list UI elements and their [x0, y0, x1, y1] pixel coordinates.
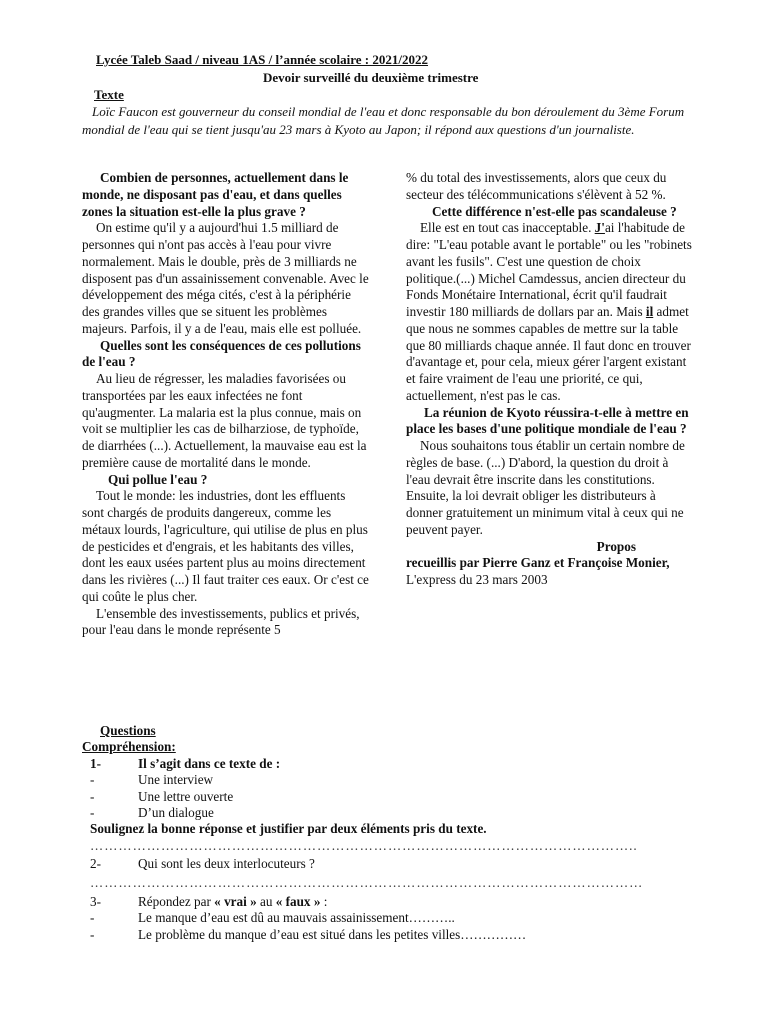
answer-5: Nous souhaitons tous établir un certain nombre de règles de base. (...) D'abord, la question du droit à l'eau devrait être inscrite dans les constitutions. Ensuite, la loi devrait obliger les distributeurs à donner gratuitement un minimum vital à ceux qui ne peuvent payer.	[406, 438, 685, 537]
answer-dots-2: ………………………………………………………………………………………………………	[90, 874, 644, 890]
source-authors: recueillis par Pierre Ganz et Françoise Monier,	[406, 555, 670, 571]
questions-title: Questions	[100, 723, 156, 738]
answer-4-underlined-j: J'	[594, 220, 605, 236]
true-false-item-2: Le problème du manque d’eau est situé dans les petites villes……………	[138, 926, 527, 942]
source-credit	[406, 555, 694, 589]
article-column-left	[82, 170, 369, 639]
answer-4	[406, 220, 694, 404]
question-5: La réunion de Kyoto réussira-t-elle à mettre en place les bases d'une politique mondiale de l'eau ?	[406, 404, 689, 437]
intro-text: Loïc Faucon est gouverneur du conseil mondial de l'eau et donc responsable du bon déroulement du 3ème Forum mondial de l'eau qui se tient jusqu'au 23 mars à Kyoto au Japon; il répond aux questions d'un journaliste.	[82, 104, 685, 137]
question-3-mid: au	[256, 893, 276, 909]
question-1: Combien de personnes, actuellement dans le monde, ne disposant pas d'eau, et dans quelles zones la situation est-elle la plus grave ?	[82, 170, 349, 219]
source-propos: Propos	[596, 538, 636, 554]
answer-4-start: Elle est en tout cas inacceptable.	[420, 220, 592, 236]
answer-3-continued: L'ensemble des investissements, publics et privés, pour l'eau dans le monde représente 5	[82, 605, 360, 638]
school-header	[96, 52, 428, 68]
question-1-number: 1-	[90, 755, 101, 771]
option-dash: -	[90, 788, 95, 804]
option-interview: Une interview	[138, 772, 214, 788]
question-3-suffix: :	[320, 893, 328, 909]
answer-4-end: admet que nous ne sommes capables de mettre sur la table que 80 milliards chaque année. Il faut donc en trouver d'avantage et, pour cela, mieux gérer l'argent existant et faire vraiment de l'eau une priorité, ce qui, actuellement, n'est pas le cas.	[406, 304, 691, 403]
question-3: Qui pollue l'eau ?	[108, 471, 208, 487]
questions-section	[82, 723, 682, 943]
school-line: Lycée Taleb Saad / niveau 1AS / l’année scolaire : 2021/2022	[96, 52, 429, 67]
question-3-faux: « faux »	[275, 893, 321, 909]
intro-paragraph	[82, 103, 694, 138]
option-dialogue: D’un dialogue	[138, 804, 214, 820]
question-1-instruction: Soulignez la bonne réponse et justifier par deux éléments pris du texte.	[90, 821, 487, 837]
answer-3: Tout le monde: les industries, dont les effluents sont chargés de produits dangereux, comme les métaux lourds, l'agriculture, qui utilise de plus en plus de pesticides et d'engrais, et les habitants des villes, dont les eaux usées partent plus au moins directement dans les rivières (...) Il faut traiter ces eaux. Or c'est ce qui coûte le plus cher.	[82, 488, 369, 604]
question-2-text: Qui sont les deux interlocuteurs ?	[138, 856, 315, 872]
true-false-item-1: Le manque d’eau est dû au mauvais assainissement………..	[138, 910, 455, 926]
text-label: Texte	[94, 87, 124, 102]
answer-4-middle: ai l'habitude de dire: "L'eau potable avant le portable" ou les "robinets avant les fusils". C'est une question de choix politique.(...) Michel Camdessus, ancien directeur du Fonds Monétaire International, écrit qu'il faudrait investir 180 milliards de dollars par an. Mais	[406, 220, 692, 319]
answer-1: On estime qu'il y a aujourd'hui 1.5 milliard de personnes qui n'ont pas accès à l'eau pour vivre normalement. Mais le double, près de 3 milliards ne disposent pas d'un assainissement convenable. Avec le développement des méga cités, c'est à la périphérie des grandes villes que se situent les problèmes majeurs. Parfois, il y a de l'eau, mais elle est polluée.	[82, 220, 369, 336]
source-publication: L'express du 23 mars 2003	[406, 572, 548, 587]
answer-3-end: % du total des investissements, alors que ceux du secteur des télécommunications s'élèvent à 52 %.	[406, 170, 667, 202]
answer-4-underlined-il: il	[645, 304, 654, 319]
question-2: Quelles sont les conséquences de ces pollutions de l'eau ?	[82, 337, 361, 370]
question-3-prefix: Répondez par	[138, 893, 215, 909]
option-dash: -	[90, 772, 95, 788]
article-column-right	[406, 170, 694, 589]
question-4: Cette différence n'est-elle pas scandaleuse ?	[432, 203, 677, 219]
answer-dots-1: ……………………………………………………………………………………………………..	[90, 837, 638, 853]
question-3-text	[138, 894, 327, 910]
option-open-letter: Une lettre ouverte	[138, 788, 234, 804]
question-1-text: Il s’agit dans ce texte de :	[138, 755, 281, 771]
question-3-vrai: « vrai »	[214, 893, 257, 909]
exam-title: Devoir surveillé du deuxième trimestre	[263, 70, 479, 85]
comprehension-heading: Compréhension:	[82, 739, 176, 755]
option-dash: -	[90, 804, 95, 820]
item-dash: -	[90, 926, 95, 942]
answer-2: Au lieu de régresser, les maladies favorisées ou transportées par les eaux infectées ne font qu'augmenter. La malaria est la plus connue, mais on voit se multiplier les cas de bilharziose, de typhoïde, de diarrhées (...). Actuellement, la mauvaise eau est la première cause de mortalité dans le monde.	[82, 371, 367, 470]
question-3-number: 3-	[90, 893, 101, 909]
question-2-number: 2-	[90, 856, 101, 872]
item-dash: -	[90, 910, 95, 926]
